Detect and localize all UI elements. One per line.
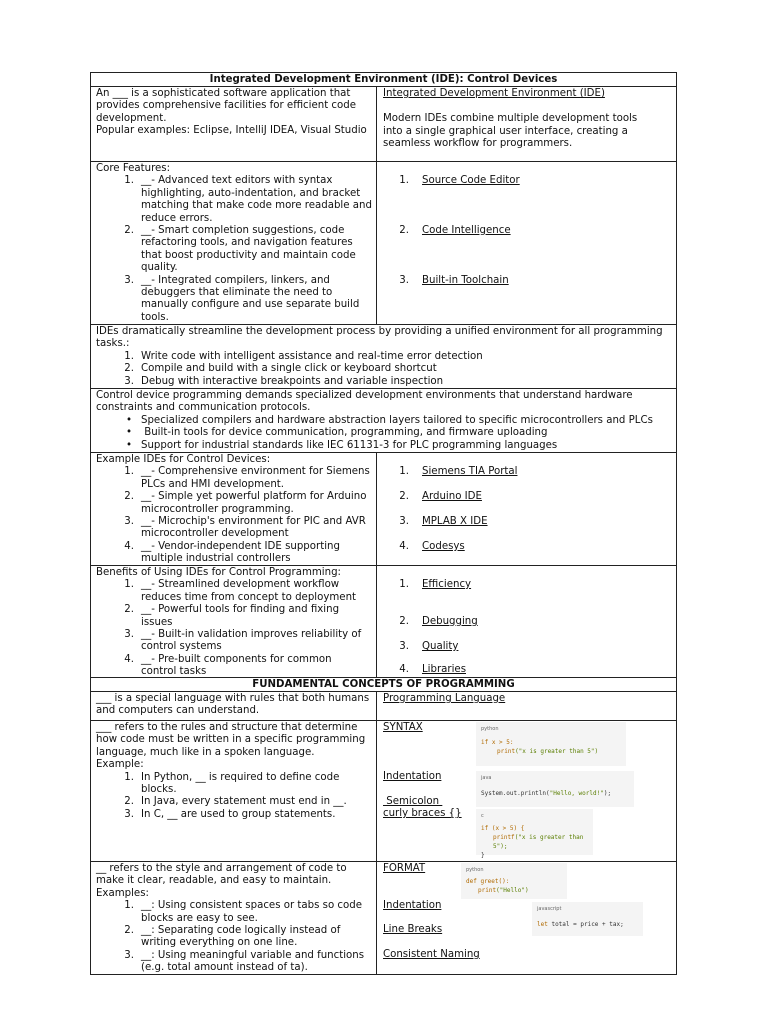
example-ides-row — [90, 453, 677, 566]
item-number: 3. — [124, 629, 134, 641]
answer-item — [383, 516, 488, 528]
bullet-icon: • — [125, 414, 132, 426]
text-line: Support for industrial standards like IEC 61131-3 for PLC programming languages — [141, 439, 558, 451]
list-item — [96, 516, 372, 541]
text-line: that boost productivity and maintain code — [141, 249, 356, 261]
answer-arduino-ide: Arduino IDE — [422, 491, 482, 502]
core-features-answers — [377, 162, 676, 324]
programming-language-row — [90, 692, 677, 721]
language-answer — [377, 692, 676, 720]
answer-source-code-editor: Source Code Editor — [422, 175, 520, 186]
item-number: 3. — [124, 375, 134, 387]
list-item — [96, 351, 672, 363]
text-line: blocks. — [141, 784, 177, 796]
item-number: 1. — [124, 466, 134, 478]
item-number: 4. — [124, 653, 134, 665]
fundamentals-title: FUNDAMENTAL CONCEPTS OF PROGRAMMING — [90, 678, 677, 692]
intro-row — [90, 87, 677, 162]
answer-item — [383, 541, 465, 553]
list-item — [96, 772, 372, 797]
bullet-item — [96, 415, 672, 427]
text-line: highlighting, auto-indentation, and bracket — [141, 187, 361, 199]
list-item — [96, 363, 672, 375]
text-line: blocks are easy to see. — [141, 912, 258, 924]
item-number: 1. — [124, 350, 134, 362]
text-line: Write code with intelligent assistance and real-time error detection — [141, 350, 483, 362]
text-line: matching that make code more readable and — [141, 200, 372, 212]
text-line: Modern IDEs combine multiple development tools — [383, 113, 638, 125]
answer-item — [383, 641, 458, 653]
text-line: microcontroller development — [141, 528, 289, 540]
answer-codesys: Codesys — [422, 541, 465, 552]
answer-indentation: Indentation — [383, 771, 442, 782]
text-line: writing everything on one line. — [141, 937, 298, 949]
answer-item — [383, 616, 478, 628]
text-line: __- Powerful tools for finding and fixing issues — [141, 604, 340, 628]
text-line: and computers can understand. — [96, 705, 260, 717]
item-number: 4. — [399, 664, 409, 675]
item-number: 1. — [124, 771, 134, 783]
streamline-row — [90, 325, 677, 389]
item-number: 2. — [399, 616, 409, 627]
syntax-answers — [377, 721, 676, 861]
text-line: language, much like in a spoken language. — [96, 746, 315, 758]
text-line: Debug with interactive breakpoints and variable inspection — [141, 375, 444, 387]
answer-debugging: Debugging — [422, 616, 478, 627]
answer-syntax: SYNTAX — [383, 722, 423, 733]
code-token: def — [466, 878, 477, 885]
text-line: __- Microchip's environment for PIC and AVR — [141, 516, 366, 528]
text-line: how code must be written in a specific programming — [96, 734, 366, 746]
benefits-row — [90, 566, 677, 678]
list-item — [96, 900, 372, 925]
python-format-snippet — [461, 863, 567, 899]
syntax-row — [90, 721, 677, 862]
text-line: ___ is a special language with rules that both humans — [96, 693, 370, 704]
text-line: Popular examples: Eclipse, IntelliJ IDEA, Visual Studio — [96, 125, 367, 137]
answer-mplab-x-ide: MPLAB X IDE — [422, 516, 488, 527]
text-line: __- Smart completion suggestions, code — [141, 225, 345, 237]
text-line: refactoring tools, and navigation features — [141, 237, 353, 249]
item-number: 2. — [124, 225, 134, 237]
item-number: 1. — [124, 900, 134, 912]
item-number: 2. — [124, 925, 134, 937]
item-number: 3. — [399, 641, 409, 652]
list-item — [96, 275, 372, 325]
code-line: if (x > 5) { — [481, 825, 525, 832]
javascript-format-snippet — [532, 902, 643, 936]
answer-item — [383, 491, 482, 503]
section-heading: Benefits of Using IDEs for Control Programming: — [96, 567, 341, 578]
c-code-snippet — [476, 809, 593, 859]
snippet-language: python — [481, 726, 499, 732]
text-line: Example: — [96, 759, 144, 771]
answer-line-breaks: Line Breaks — [383, 924, 443, 935]
text-line: __: Using consistent spaces or tabs so code — [141, 900, 362, 912]
text-line: development. — [96, 112, 167, 124]
text-line: In Java, every statement must end in __. — [141, 796, 347, 808]
list-item — [96, 579, 372, 604]
text-line: tasks.: — [96, 338, 130, 350]
code-token: ("x is greater than 5") — [515, 748, 599, 755]
text-line: constraints and communication protocols. — [96, 402, 311, 414]
item-number: 4. — [124, 540, 134, 552]
text-line: In Python, __ is required to define code — [141, 771, 340, 783]
text-line: ___ refers to the rules and structure that determine — [96, 722, 358, 733]
list-item — [96, 225, 372, 275]
text-line: debuggers that eliminate the need to — [141, 287, 333, 299]
language-question — [91, 692, 377, 720]
example-ides-questions — [91, 453, 377, 565]
code-line: } — [481, 852, 485, 859]
list-item — [96, 796, 372, 808]
text-line: __- Vendor-independent IDE supporting — [141, 540, 340, 552]
text-line: __- Integrated compilers, linkers, and — [141, 274, 330, 286]
code-token: print — [478, 887, 497, 894]
answer-item — [383, 225, 511, 237]
text-line: __- Streamlined development workflow — [141, 579, 340, 591]
answer-code-intelligence: Code Intelligence — [422, 225, 511, 236]
answer-semicolon: Semicolon — [383, 796, 443, 807]
text-line: (e.g. total amount instead of ta). — [141, 962, 308, 974]
answer-item — [383, 466, 517, 478]
text-line: manually configure and use separate build — [141, 299, 360, 311]
text-line: Control device programming demands specialized development environments that understand hardware — [96, 390, 633, 401]
bullet-icon: • — [125, 439, 132, 451]
text-line: multiple industrial controllers — [141, 553, 291, 565]
answer-consistent-naming: Consistent Naming — [383, 949, 480, 960]
code-token: ("x is greater than 5"); — [493, 834, 584, 850]
answer-quality: Quality — [422, 641, 459, 652]
text-line: Examples: — [96, 887, 149, 899]
code-token: System.out.println( — [481, 790, 550, 797]
item-number: 2. — [124, 491, 134, 503]
text-line: Specialized compilers and hardware abstraction layers tailored to specific microcontrollers and PLCs — [141, 414, 653, 426]
text-line: __ refers to the style and arrangement of code to — [96, 863, 347, 874]
java-code-snippet — [476, 771, 634, 807]
format-question — [91, 862, 377, 974]
text-line: quality. — [141, 262, 178, 274]
list-item — [96, 376, 672, 388]
bullet-item — [96, 427, 672, 439]
item-number: 1. — [399, 175, 409, 186]
list-item — [96, 809, 372, 821]
item-number: 1. — [399, 466, 409, 477]
code-token: printf — [493, 834, 515, 841]
code-token: total = price + tax; — [547, 921, 624, 928]
code-token: "Hello, world!" — [549, 790, 604, 797]
list-item — [96, 541, 372, 566]
list-item — [96, 629, 372, 654]
snippet-language: java — [481, 775, 492, 781]
answer-ide: Integrated Development Environment (IDE) — [383, 88, 605, 99]
ide-worksheet — [90, 72, 677, 975]
item-number: 3. — [124, 949, 134, 961]
text-line: reduces time from concept to deployment — [141, 591, 357, 603]
syntax-question — [91, 721, 377, 861]
answer-format: FORMAT — [383, 863, 426, 874]
text-line: __- Advanced text editors with syntax — [141, 175, 333, 187]
answer-indentation: Indentation — [383, 900, 442, 911]
answer-siemens-tia-portal: Siemens TIA Portal — [422, 466, 518, 477]
item-number: 2. — [124, 363, 134, 375]
format-row — [90, 862, 677, 975]
item-number: 3. — [124, 516, 134, 528]
item-number: 2. — [124, 796, 134, 808]
text-line: provides comprehensive facilities for efficient code — [96, 100, 356, 112]
benefits-answers — [377, 566, 676, 677]
bullet-item — [96, 440, 672, 452]
intro-question — [91, 87, 377, 161]
text-line: __- Pre-built components for common — [141, 653, 332, 665]
code-token: ("Hello") — [496, 887, 529, 894]
format-answers — [377, 862, 676, 974]
python-code-snippet — [476, 722, 626, 766]
text-line: In C, __ are used to group statements. — [141, 808, 336, 820]
text-line: control tasks — [141, 666, 207, 678]
list-item — [96, 175, 372, 225]
code-token: ); — [603, 790, 612, 797]
snippet-language: c — [481, 813, 484, 819]
item-number: 3. — [124, 808, 134, 820]
list-item — [96, 950, 372, 975]
item-number: 2. — [399, 225, 409, 236]
control-devices-row — [90, 389, 677, 453]
answer-efficiency: Efficiency — [422, 579, 472, 590]
text-line: __- Comprehensive environment for Siemens — [141, 466, 370, 478]
section-heading: Example IDEs for Control Devices: — [96, 454, 271, 465]
answer-curly-braces: curly braces {} — [383, 808, 462, 819]
text-line: reduce errors. — [141, 212, 213, 224]
text-line: seamless workflow for programmers. — [383, 138, 573, 150]
text-line: Compile and build with a single click or keyboard shortcut — [141, 363, 437, 375]
item-number: 2. — [124, 604, 134, 616]
code-line: if x > 5: — [481, 739, 514, 746]
item-number: 2. — [399, 491, 409, 502]
document-title: Integrated Development Environment (IDE): Control Devices — [90, 72, 677, 87]
text-line: __: Using meaningful variable and functions — [141, 949, 365, 961]
snippet-language: python — [466, 867, 484, 873]
item-number: 1. — [124, 579, 134, 591]
code-token: let — [537, 921, 548, 928]
item-number: 1. — [124, 175, 134, 187]
text-line: tools. — [141, 311, 169, 323]
example-ides-answers — [377, 453, 676, 565]
text-line: Built-in tools for device communication, programming, and firmware uploading — [141, 427, 548, 439]
answer-programming-language: Programming Language — [383, 693, 506, 704]
bullet-icon: • — [125, 427, 132, 439]
item-number: 3. — [399, 275, 409, 286]
text-line: IDEs dramatically streamline the development process by providing a unified environment for all programming — [96, 326, 663, 337]
answer-built-in-toolchain: Built-in Toolchain — [422, 275, 509, 286]
code-token: print — [497, 748, 516, 755]
text-line: control systems — [141, 641, 222, 653]
item-number: 3. — [399, 516, 409, 527]
text-line: make it clear, readable, and easy to maintain. — [96, 875, 332, 887]
list-item — [96, 654, 372, 679]
benefits-questions — [91, 566, 377, 677]
text-line: An ___ is a sophisticated software application that — [96, 88, 351, 99]
text-line: __: Separating code logically instead of — [141, 925, 341, 937]
list-item — [96, 491, 372, 516]
section-heading: Core Features: — [96, 163, 171, 174]
answer-item — [383, 664, 466, 676]
list-item — [96, 466, 372, 491]
core-features-questions — [91, 162, 377, 324]
text-line: __- Built-in validation improves reliability of — [141, 629, 362, 641]
list-item — [96, 925, 372, 950]
answer-item — [383, 275, 509, 287]
item-number: 4. — [399, 541, 409, 552]
text-line: PLCs and HMI development. — [141, 478, 285, 490]
code-token: greet(): — [476, 878, 510, 885]
core-features-row — [90, 162, 677, 325]
snippet-language: javascript — [537, 906, 562, 912]
text-line: microcontroller programming. — [141, 503, 294, 515]
answer-libraries: Libraries — [422, 664, 466, 675]
item-number: 1. — [399, 579, 409, 590]
text-line: __- Simple yet powerful platform for Arduino — [141, 491, 367, 503]
answer-item — [383, 579, 471, 591]
item-number: 3. — [124, 274, 134, 286]
intro-answer — [377, 87, 676, 161]
list-item — [96, 604, 372, 629]
answer-item — [383, 175, 520, 187]
text-line: into a single graphical user interface, creating a — [383, 125, 628, 137]
